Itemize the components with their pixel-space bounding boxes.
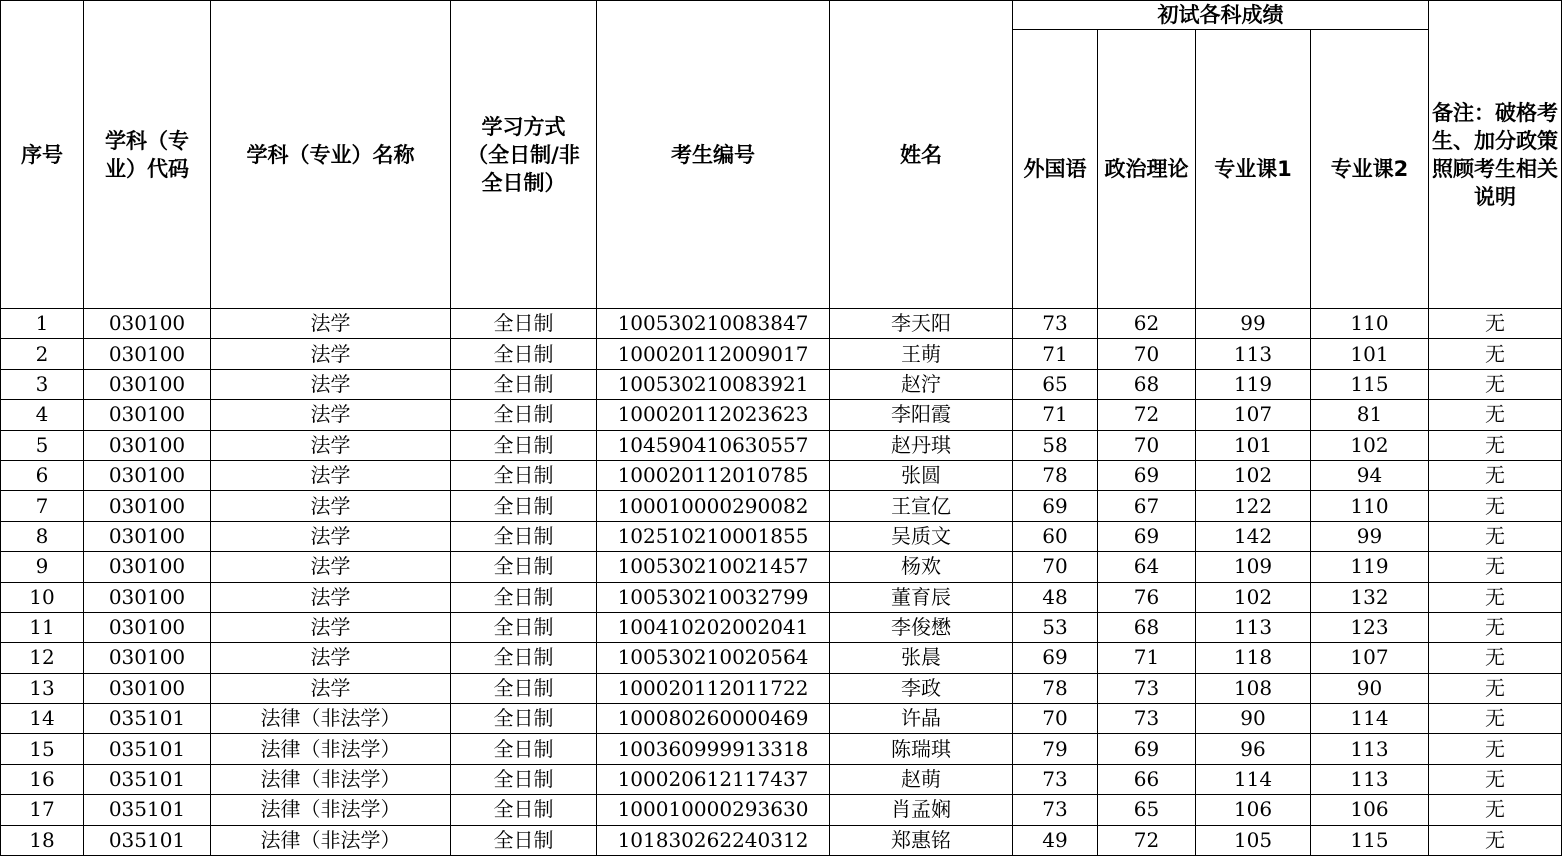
table-row [1, 430, 1562, 460]
header-note: 备注：破格考生、加分政策照顾考生相关说明 [1429, 1, 1562, 309]
cell-mode: 全日制 [451, 582, 597, 612]
cell-exam-id: 100020112011722 [597, 673, 830, 703]
cell-major2: 119 [1311, 552, 1429, 582]
cell-note: 无 [1429, 795, 1562, 825]
cell-seq: 9 [1, 552, 84, 582]
table-row [1, 460, 1562, 490]
cell-mode: 全日制 [451, 369, 597, 399]
cell-seq: 1 [1, 309, 84, 339]
table-row [1, 704, 1562, 734]
header-major1: 专业课1 [1196, 30, 1311, 309]
table-body [1, 309, 1562, 856]
cell-major2: 115 [1311, 825, 1429, 855]
header-exam-id: 考生编号 [597, 1, 830, 309]
cell-major1: 118 [1196, 643, 1311, 673]
cell-seq: 17 [1, 795, 84, 825]
header-mode: 学习方式（全日制/非全日制） [451, 1, 597, 309]
cell-politics: 69 [1098, 460, 1196, 490]
cell-major1: 114 [1196, 764, 1311, 794]
cell-major2: 94 [1311, 460, 1429, 490]
cell-mode: 全日制 [451, 339, 597, 369]
cell-student: 李阳霞 [830, 400, 1013, 430]
cell-foreign: 73 [1013, 764, 1098, 794]
cell-major1: 105 [1196, 825, 1311, 855]
cell-code: 030100 [84, 430, 211, 460]
cell-mode: 全日制 [451, 521, 597, 551]
cell-major1: 109 [1196, 552, 1311, 582]
cell-note: 无 [1429, 521, 1562, 551]
cell-name: 法学 [211, 309, 451, 339]
cell-politics: 64 [1098, 552, 1196, 582]
cell-note: 无 [1429, 643, 1562, 673]
header-row-group [1, 1, 1562, 30]
cell-foreign: 69 [1013, 643, 1098, 673]
cell-code: 035101 [84, 704, 211, 734]
cell-foreign: 65 [1013, 369, 1098, 399]
cell-foreign: 49 [1013, 825, 1098, 855]
cell-student: 吴质文 [830, 521, 1013, 551]
cell-foreign: 71 [1013, 339, 1098, 369]
cell-major2: 99 [1311, 521, 1429, 551]
cell-student: 李政 [830, 673, 1013, 703]
cell-foreign: 48 [1013, 582, 1098, 612]
cell-politics: 67 [1098, 491, 1196, 521]
cell-major1: 142 [1196, 521, 1311, 551]
cell-major1: 122 [1196, 491, 1311, 521]
cell-seq: 15 [1, 734, 84, 764]
cell-exam-id: 100020112023623 [597, 400, 830, 430]
cell-exam-id: 101830262240312 [597, 825, 830, 855]
cell-code: 030100 [84, 582, 211, 612]
cell-code: 035101 [84, 764, 211, 794]
cell-code: 030100 [84, 491, 211, 521]
cell-code: 030100 [84, 400, 211, 430]
cell-mode: 全日制 [451, 430, 597, 460]
cell-mode: 全日制 [451, 552, 597, 582]
cell-politics: 62 [1098, 309, 1196, 339]
cell-exam-id: 102510210001855 [597, 521, 830, 551]
cell-foreign: 78 [1013, 673, 1098, 703]
table-header [1, 1, 1562, 309]
cell-name: 法律（非法学） [211, 795, 451, 825]
cell-major2: 110 [1311, 309, 1429, 339]
header-name: 学科（专业）名称 [211, 1, 451, 309]
cell-note: 无 [1429, 825, 1562, 855]
cell-major2: 113 [1311, 764, 1429, 794]
cell-code: 030100 [84, 552, 211, 582]
header-code: 学科（专业）代码 [84, 1, 211, 309]
cell-exam-id: 100530210021457 [597, 552, 830, 582]
cell-student: 王宣亿 [830, 491, 1013, 521]
cell-seq: 12 [1, 643, 84, 673]
cell-name: 法学 [211, 521, 451, 551]
cell-politics: 73 [1098, 704, 1196, 734]
cell-note: 无 [1429, 673, 1562, 703]
cell-seq: 18 [1, 825, 84, 855]
cell-note: 无 [1429, 612, 1562, 642]
cell-seq: 6 [1, 460, 84, 490]
cell-major1: 119 [1196, 369, 1311, 399]
table-row [1, 795, 1562, 825]
cell-foreign: 53 [1013, 612, 1098, 642]
header-major2: 专业课2 [1311, 30, 1429, 309]
cell-major1: 113 [1196, 339, 1311, 369]
cell-name: 法律（非法学） [211, 825, 451, 855]
cell-major1: 90 [1196, 704, 1311, 734]
table-row [1, 643, 1562, 673]
cell-note: 无 [1429, 704, 1562, 734]
header-foreign: 外国语 [1013, 30, 1098, 309]
cell-major2: 115 [1311, 369, 1429, 399]
cell-foreign: 60 [1013, 521, 1098, 551]
table-row [1, 734, 1562, 764]
cell-mode: 全日制 [451, 460, 597, 490]
cell-major2: 101 [1311, 339, 1429, 369]
cell-name: 法学 [211, 582, 451, 612]
cell-foreign: 69 [1013, 491, 1098, 521]
cell-seq: 3 [1, 369, 84, 399]
cell-politics: 66 [1098, 764, 1196, 794]
cell-major1: 113 [1196, 612, 1311, 642]
cell-name: 法学 [211, 430, 451, 460]
table-row [1, 309, 1562, 339]
cell-name: 法学 [211, 460, 451, 490]
cell-major1: 99 [1196, 309, 1311, 339]
cell-exam-id: 100360999913318 [597, 734, 830, 764]
cell-student: 赵丹琪 [830, 430, 1013, 460]
cell-name: 法学 [211, 369, 451, 399]
cell-student: 郑惠铭 [830, 825, 1013, 855]
header-politics: 政治理论 [1098, 30, 1196, 309]
cell-major1: 102 [1196, 460, 1311, 490]
cell-mode: 全日制 [451, 734, 597, 764]
cell-major2: 110 [1311, 491, 1429, 521]
cell-student: 陈瑞琪 [830, 734, 1013, 764]
cell-major2: 81 [1311, 400, 1429, 430]
cell-seq: 13 [1, 673, 84, 703]
cell-note: 无 [1429, 369, 1562, 399]
cell-politics: 69 [1098, 734, 1196, 764]
cell-mode: 全日制 [451, 309, 597, 339]
cell-code: 030100 [84, 521, 211, 551]
cell-code: 030100 [84, 339, 211, 369]
cell-student: 张圆 [830, 460, 1013, 490]
cell-seq: 4 [1, 400, 84, 430]
cell-seq: 2 [1, 339, 84, 369]
cell-seq: 11 [1, 612, 84, 642]
cell-note: 无 [1429, 309, 1562, 339]
cell-name: 法学 [211, 339, 451, 369]
cell-name: 法律（非法学） [211, 734, 451, 764]
cell-code: 035101 [84, 734, 211, 764]
cell-note: 无 [1429, 400, 1562, 430]
cell-code: 030100 [84, 369, 211, 399]
cell-mode: 全日制 [451, 673, 597, 703]
cell-exam-id: 100530210020564 [597, 643, 830, 673]
cell-major2: 132 [1311, 582, 1429, 612]
cell-code: 030100 [84, 460, 211, 490]
table-row [1, 825, 1562, 855]
cell-foreign: 73 [1013, 795, 1098, 825]
header-scores-group: 初试各科成绩 [1013, 1, 1429, 30]
cell-name: 法学 [211, 491, 451, 521]
table-row [1, 552, 1562, 582]
cell-note: 无 [1429, 552, 1562, 582]
cell-mode: 全日制 [451, 612, 597, 642]
cell-foreign: 78 [1013, 460, 1098, 490]
cell-foreign: 79 [1013, 734, 1098, 764]
cell-politics: 76 [1098, 582, 1196, 612]
cell-name: 法学 [211, 643, 451, 673]
table-row [1, 491, 1562, 521]
cell-major2: 106 [1311, 795, 1429, 825]
cell-name: 法律（非法学） [211, 764, 451, 794]
cell-foreign: 71 [1013, 400, 1098, 430]
cell-mode: 全日制 [451, 795, 597, 825]
cell-exam-id: 100530210083921 [597, 369, 830, 399]
cell-student: 杨欢 [830, 552, 1013, 582]
table-row [1, 612, 1562, 642]
cell-seq: 10 [1, 582, 84, 612]
cell-code: 030100 [84, 612, 211, 642]
header-student-name: 姓名 [830, 1, 1013, 309]
cell-major1: 106 [1196, 795, 1311, 825]
header-seq: 序号 [1, 1, 84, 309]
cell-name: 法学 [211, 673, 451, 703]
cell-code: 030100 [84, 643, 211, 673]
cell-name: 法律（非法学） [211, 704, 451, 734]
cell-exam-id: 100020612117437 [597, 764, 830, 794]
cell-seq: 5 [1, 430, 84, 460]
cell-politics: 71 [1098, 643, 1196, 673]
cell-seq: 16 [1, 764, 84, 794]
cell-student: 赵萌 [830, 764, 1013, 794]
cell-name: 法学 [211, 552, 451, 582]
table-row [1, 400, 1562, 430]
cell-politics: 65 [1098, 795, 1196, 825]
cell-student: 赵泞 [830, 369, 1013, 399]
cell-note: 无 [1429, 582, 1562, 612]
cell-major1: 108 [1196, 673, 1311, 703]
table-row [1, 521, 1562, 551]
cell-politics: 70 [1098, 339, 1196, 369]
cell-major2: 113 [1311, 734, 1429, 764]
cell-major2: 107 [1311, 643, 1429, 673]
cell-student: 王萌 [830, 339, 1013, 369]
cell-major1: 101 [1196, 430, 1311, 460]
cell-exam-id: 100530210083847 [597, 309, 830, 339]
cell-exam-id: 100010000290082 [597, 491, 830, 521]
cell-mode: 全日制 [451, 643, 597, 673]
cell-politics: 69 [1098, 521, 1196, 551]
cell-exam-id: 100020112009017 [597, 339, 830, 369]
cell-student: 张晨 [830, 643, 1013, 673]
cell-mode: 全日制 [451, 400, 597, 430]
cell-student: 李天阳 [830, 309, 1013, 339]
cell-foreign: 70 [1013, 552, 1098, 582]
cell-politics: 68 [1098, 612, 1196, 642]
cell-exam-id: 100530210032799 [597, 582, 830, 612]
cell-exam-id: 100410202002041 [597, 612, 830, 642]
cell-mode: 全日制 [451, 764, 597, 794]
cell-major2: 123 [1311, 612, 1429, 642]
cell-seq: 8 [1, 521, 84, 551]
cell-code: 035101 [84, 825, 211, 855]
cell-politics: 73 [1098, 673, 1196, 703]
cell-note: 无 [1429, 430, 1562, 460]
cell-exam-id: 100010000293630 [597, 795, 830, 825]
cell-foreign: 73 [1013, 309, 1098, 339]
table-row [1, 582, 1562, 612]
cell-politics: 72 [1098, 825, 1196, 855]
table-row [1, 369, 1562, 399]
cell-name: 法学 [211, 400, 451, 430]
table-row [1, 764, 1562, 794]
cell-politics: 72 [1098, 400, 1196, 430]
cell-name: 法学 [211, 612, 451, 642]
cell-politics: 70 [1098, 430, 1196, 460]
cell-politics: 68 [1098, 369, 1196, 399]
cell-exam-id: 100080260000469 [597, 704, 830, 734]
cell-student: 董育辰 [830, 582, 1013, 612]
cell-student: 许晶 [830, 704, 1013, 734]
cell-major2: 90 [1311, 673, 1429, 703]
cell-mode: 全日制 [451, 704, 597, 734]
table-row [1, 673, 1562, 703]
cell-student: 李俊懋 [830, 612, 1013, 642]
cell-foreign: 70 [1013, 704, 1098, 734]
cell-exam-id: 104590410630557 [597, 430, 830, 460]
cell-code: 030100 [84, 673, 211, 703]
cell-major1: 102 [1196, 582, 1311, 612]
cell-note: 无 [1429, 460, 1562, 490]
cell-foreign: 58 [1013, 430, 1098, 460]
cell-mode: 全日制 [451, 491, 597, 521]
cell-seq: 7 [1, 491, 84, 521]
cell-note: 无 [1429, 339, 1562, 369]
table-row [1, 339, 1562, 369]
cell-major1: 96 [1196, 734, 1311, 764]
cell-code: 030100 [84, 309, 211, 339]
cell-code: 035101 [84, 795, 211, 825]
cell-major2: 114 [1311, 704, 1429, 734]
cell-exam-id: 100020112010785 [597, 460, 830, 490]
cell-note: 无 [1429, 491, 1562, 521]
cell-major1: 107 [1196, 400, 1311, 430]
cell-student: 肖孟娴 [830, 795, 1013, 825]
cell-seq: 14 [1, 704, 84, 734]
cell-note: 无 [1429, 734, 1562, 764]
cell-note: 无 [1429, 764, 1562, 794]
cell-major2: 102 [1311, 430, 1429, 460]
cell-mode: 全日制 [451, 825, 597, 855]
